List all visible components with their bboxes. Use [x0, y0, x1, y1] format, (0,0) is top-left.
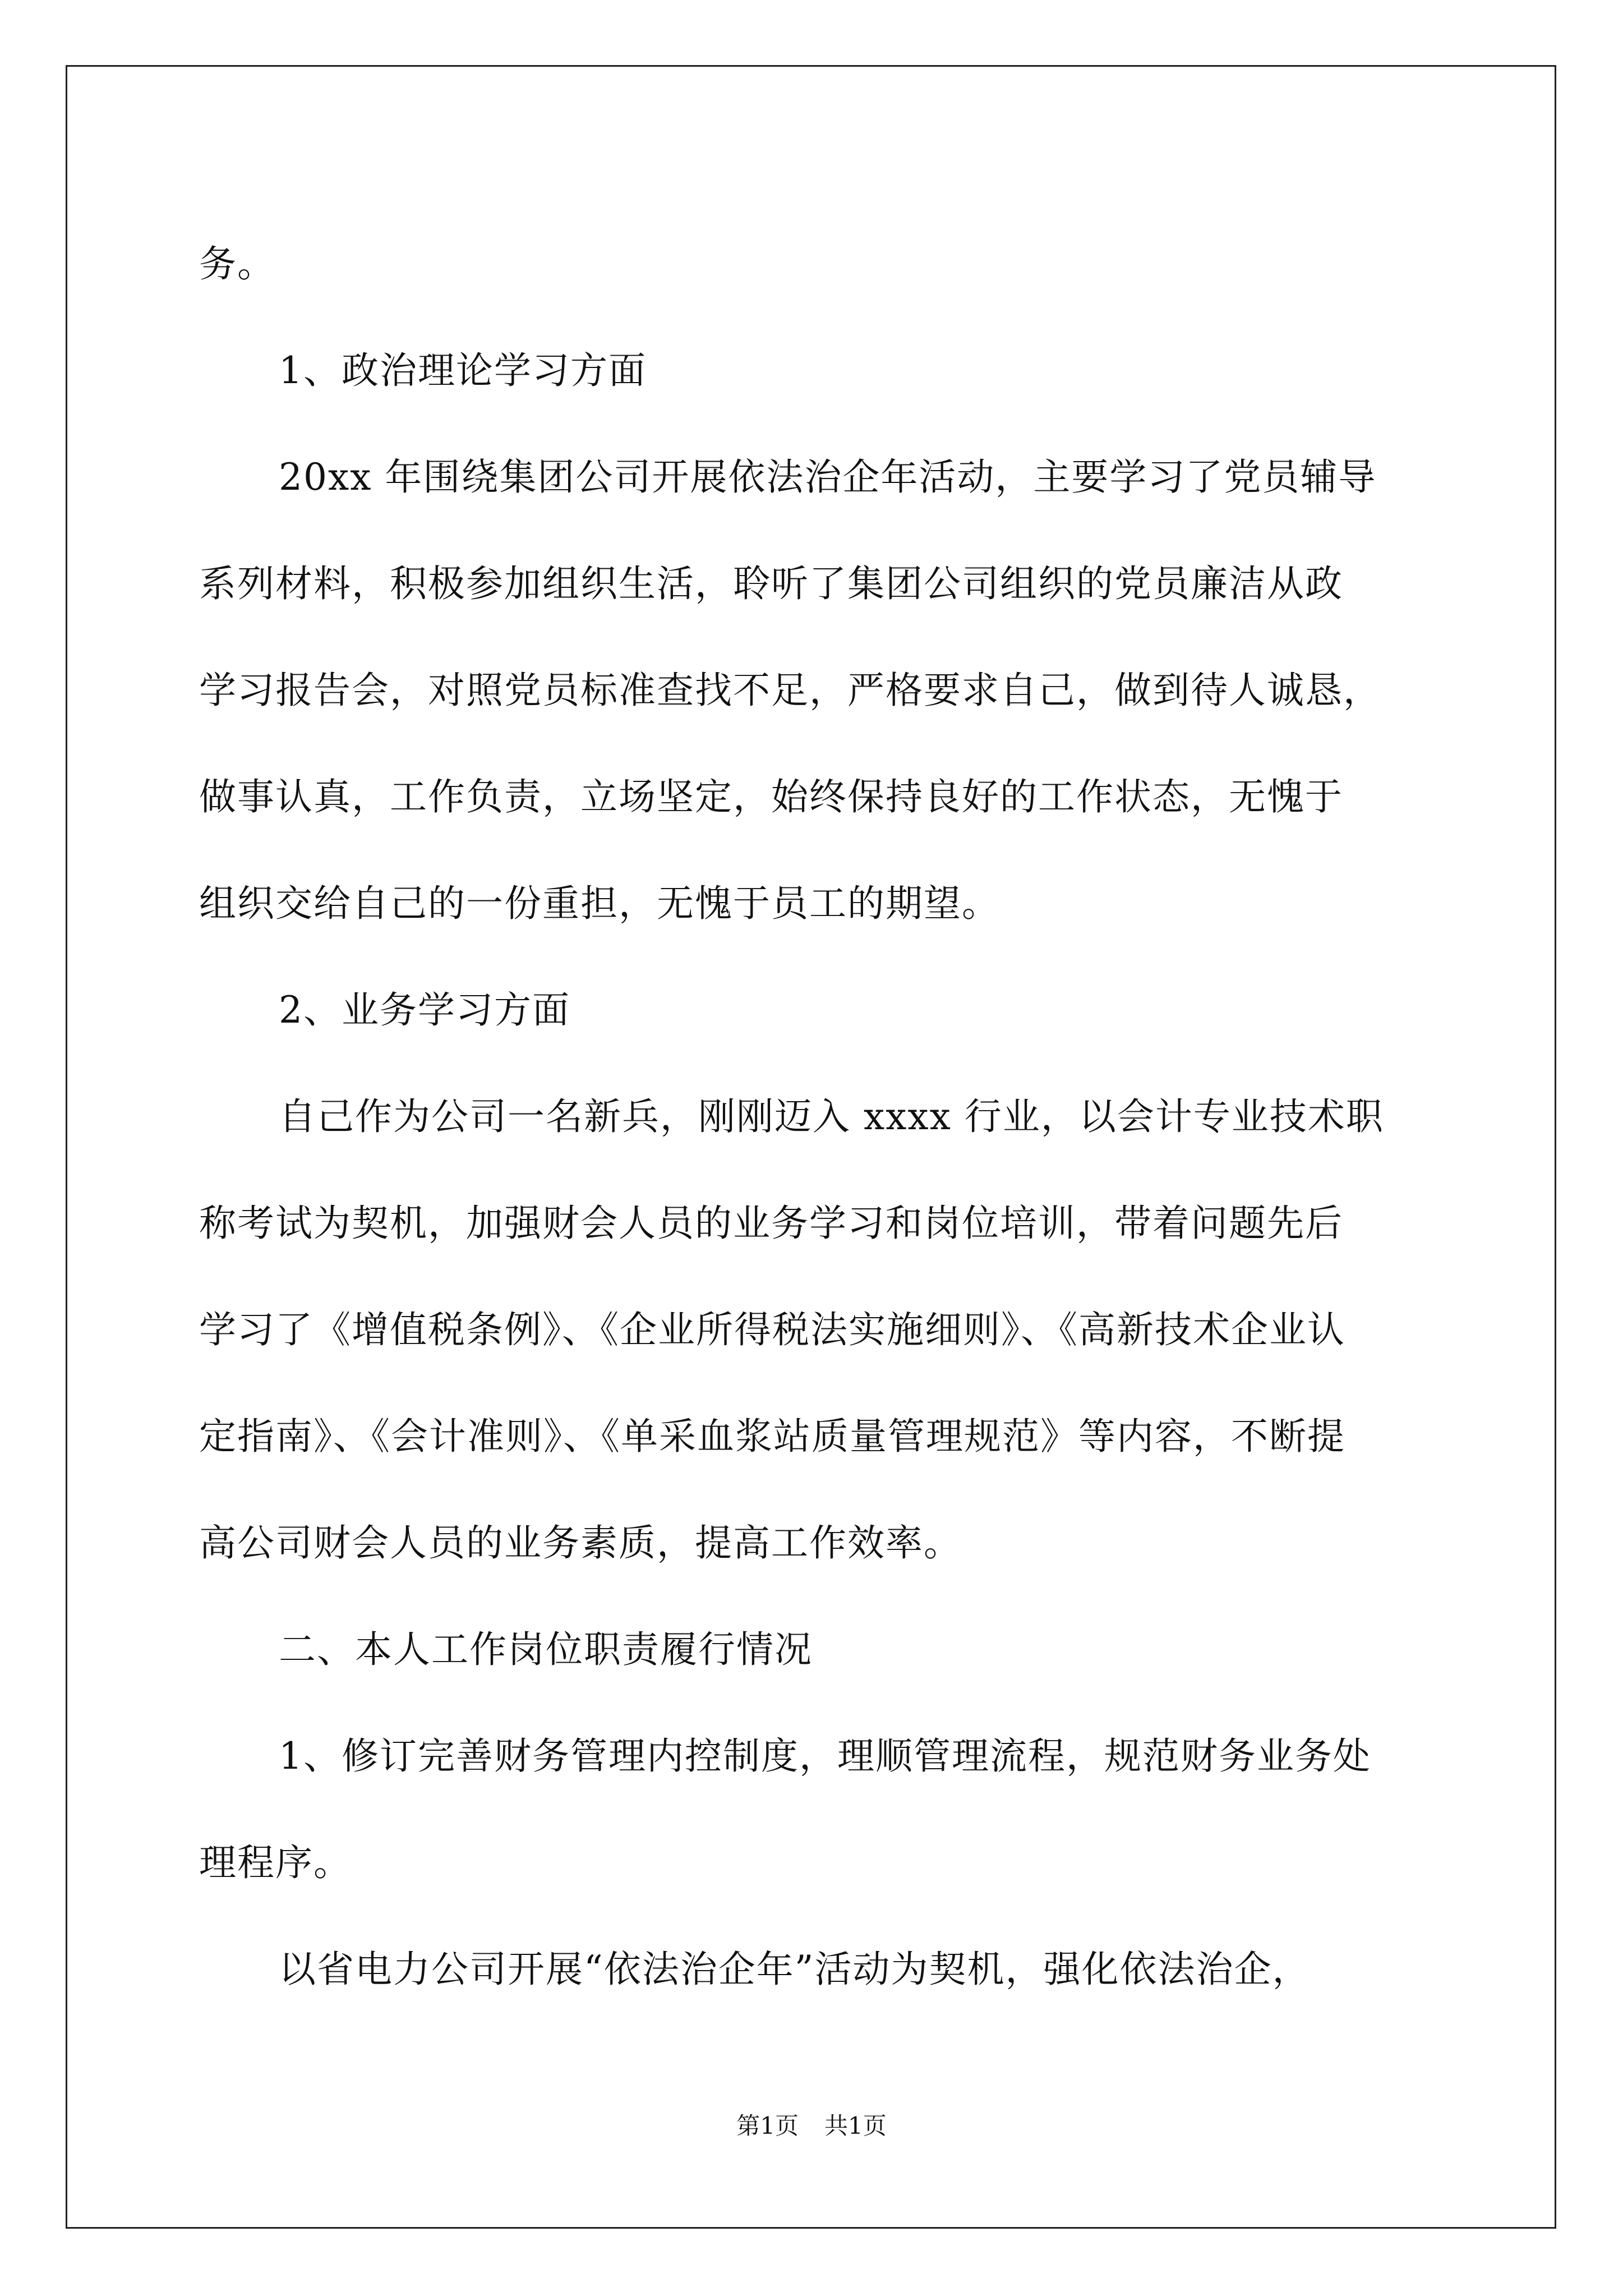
heading-business-study: 2、业务学习方面 [279, 988, 570, 1032]
page-number-total: 共1页 [824, 2112, 887, 2139]
text-line-15: 1、修订完善财务管理内控制度，理顺管理流程，规范财务业务处 [279, 1734, 1371, 1778]
text-line-7: 组织交给自己的一份重担，无愧于员工的期望。 [199, 882, 1000, 925]
text-line-11: 学习了《增值税条例》、《企业所得税法实施细则》、《高新技术企业认 [199, 1308, 1345, 1351]
text-line-9: 自己作为公司一名新兵，刚刚迈入 xxxx 行业，以会计专业技术职 [279, 1095, 1384, 1138]
text-line-5: 学习报告会，对照党员标准查找不足，严格要求自己，做到待人诚恳， [199, 669, 1381, 712]
text-line-4: 系列材料，积极参加组织生活，聆听了集团公司组织的党员廉洁从政 [199, 562, 1343, 605]
text-line-16: 理程序。 [199, 1841, 352, 1884]
text-line-13: 高公司财会人员的业务素质，提高工作效率。 [199, 1521, 962, 1565]
page-number-current: 第1页 [736, 2112, 799, 2139]
text-line-6: 做事认真，工作负责，立场坚定，始终保持良好的工作状态，无愧于 [199, 775, 1343, 818]
page-footer [0, 2109, 1623, 2143]
heading-political-study: 1、政治理论学习方面 [279, 349, 647, 392]
text-line-1: 务。 [199, 242, 275, 286]
text-line-3: 20xx 年围绕集团公司开展依法治企年活动，主要学习了党员辅导 [279, 455, 1377, 499]
document-body [199, 211, 1433, 2023]
text-line-10: 称考试为契机，加强财会人员的业务学习和岗位培训，带着问题先后 [199, 1202, 1343, 1245]
heading-job-duties: 二、本人工作岗位职责履行情况 [279, 1628, 813, 1671]
text-line-17: 以省电力公司开展“依法治企年”活动为契机，强化依法治企， [279, 1948, 1311, 1991]
text-line-12: 定指南》、《会计准则》、《单采血浆站质量管理规范》等内容，不断提 [199, 1415, 1345, 1458]
